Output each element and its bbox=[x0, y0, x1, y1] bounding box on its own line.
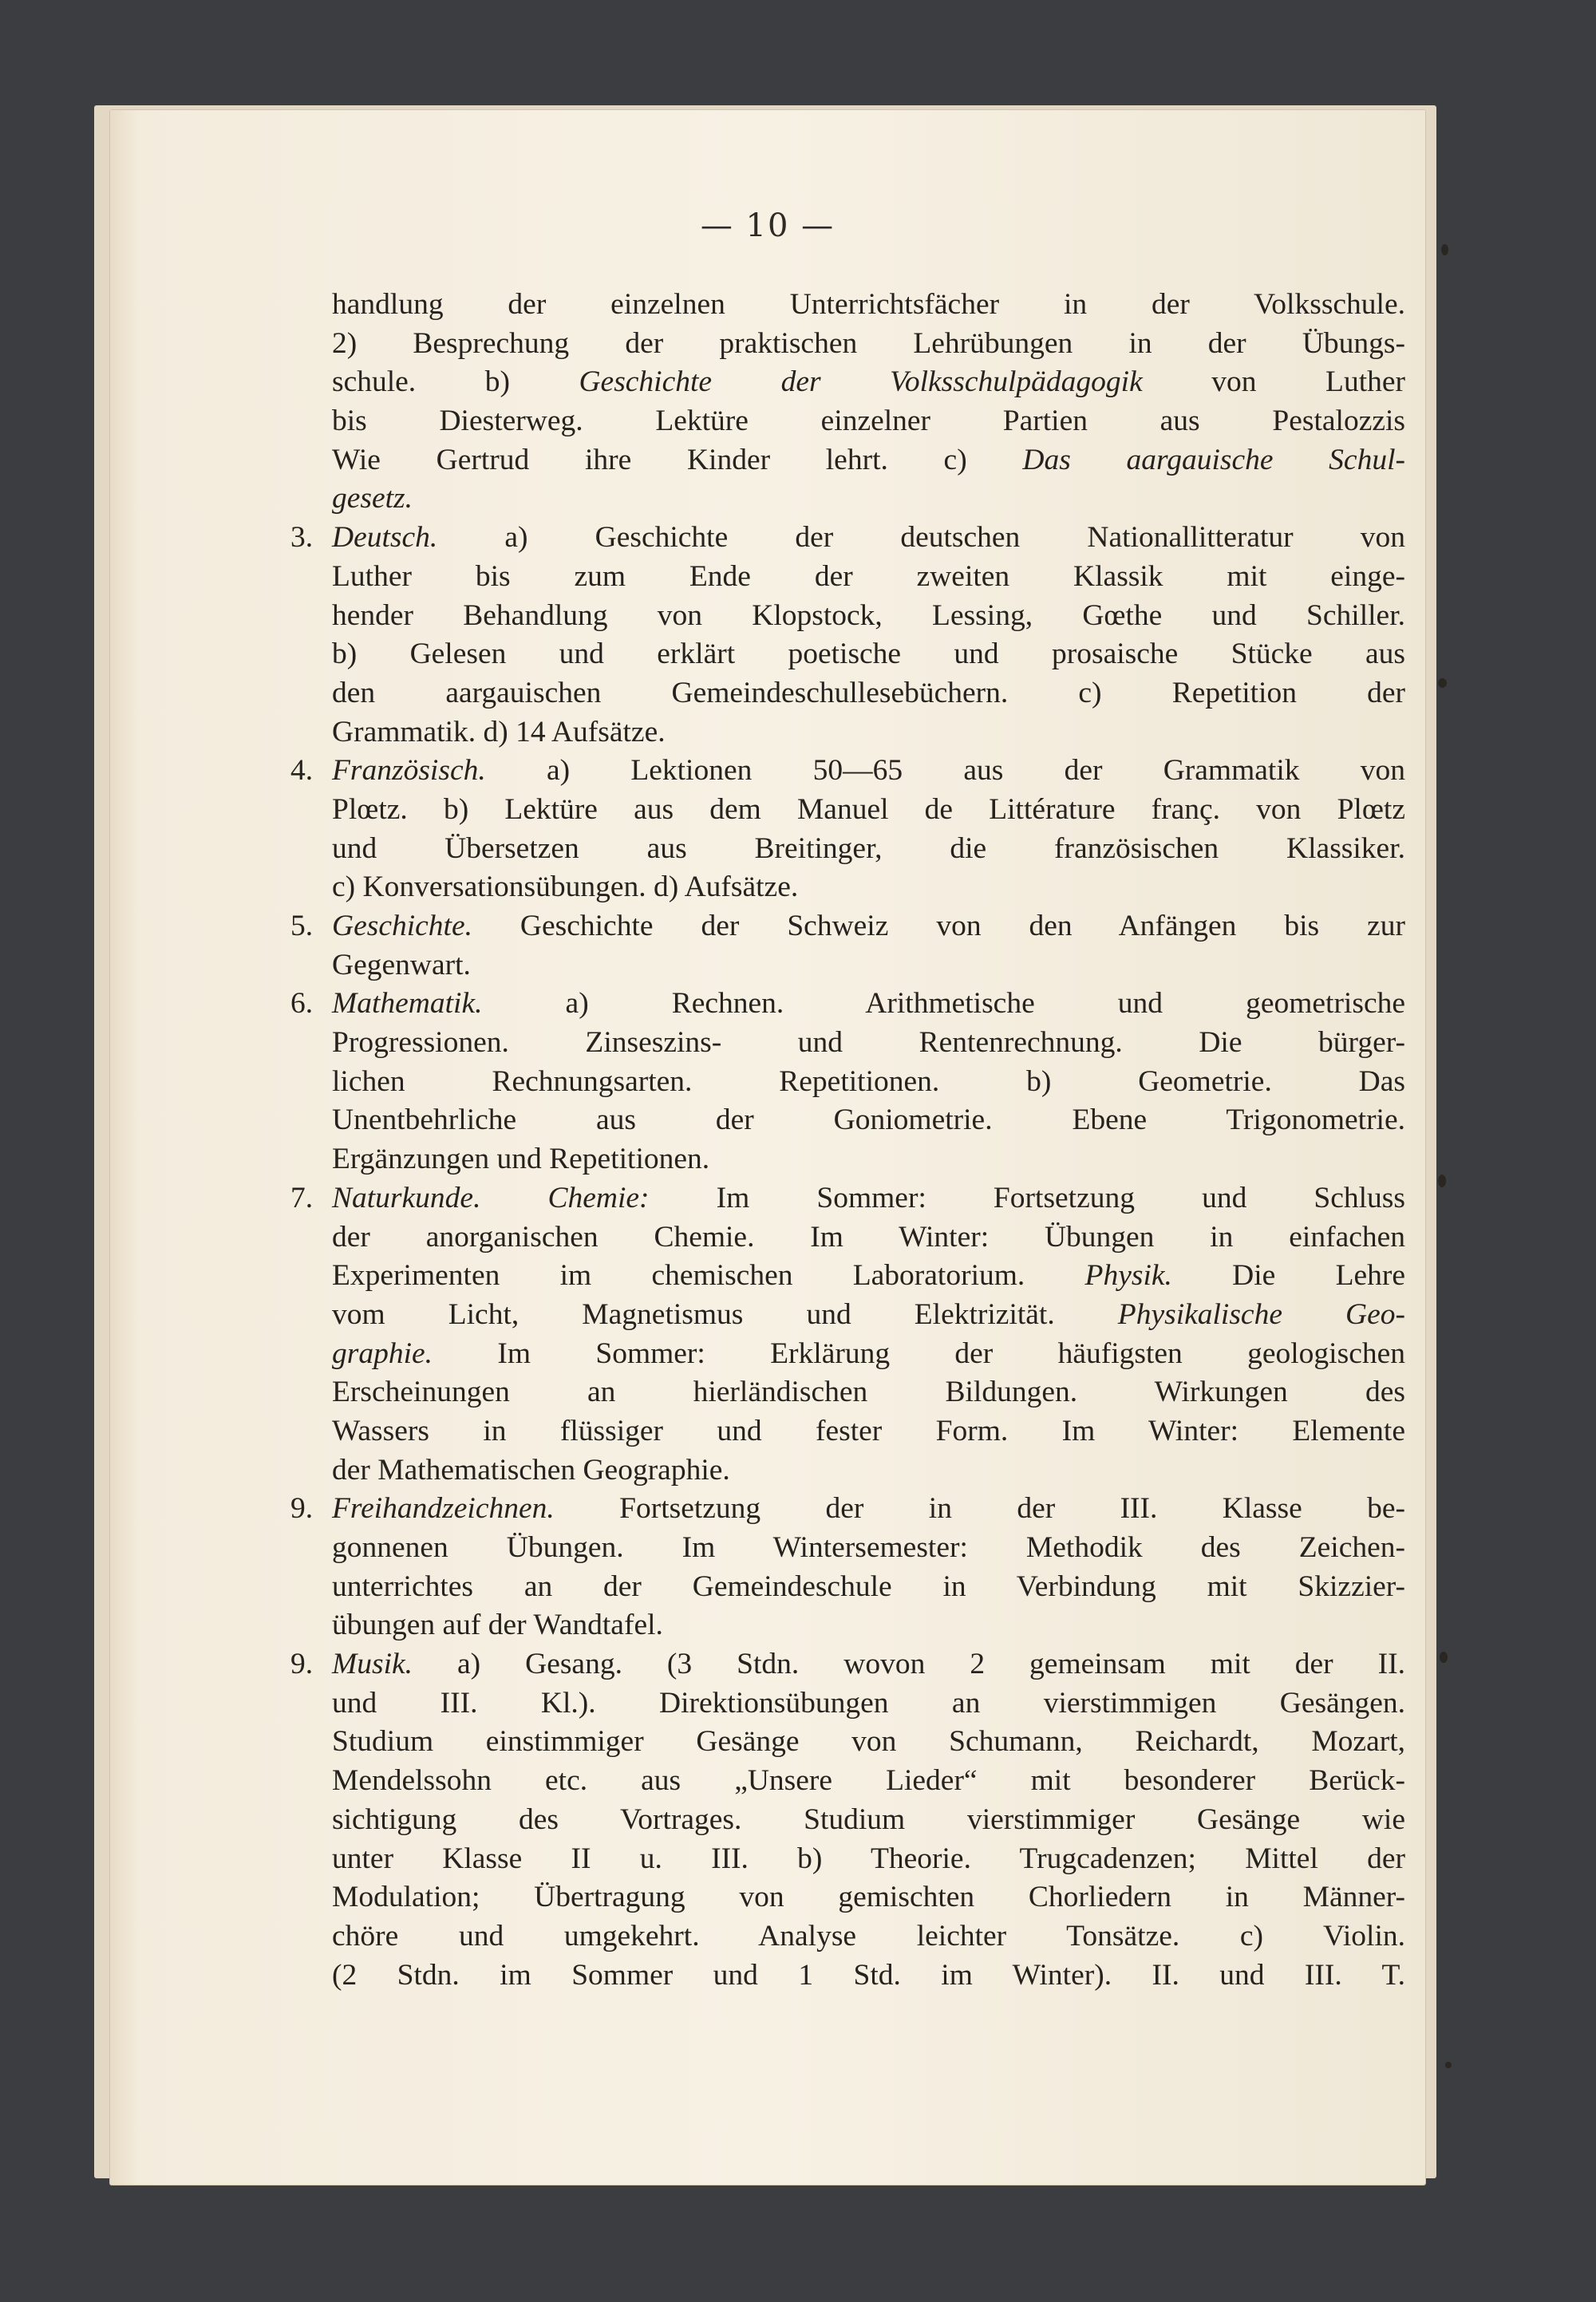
item-number: 5. bbox=[290, 910, 314, 942]
text-line bbox=[332, 597, 1405, 636]
text-line bbox=[332, 1257, 1405, 1296]
line-text: 2) Besprechung der praktischen Lehrübungen in der Übungs- bbox=[332, 326, 1405, 360]
text-line bbox=[332, 480, 1405, 519]
line-text: (2 Stdn. im Sommer und 1 Std. im Winter). II. und III. T. bbox=[332, 1958, 1405, 1992]
line-text: c) Konversationsübungen. d) Aufsätze. bbox=[332, 871, 799, 904]
line-italic-text: Musik. bbox=[332, 1648, 413, 1681]
line-text: Wassers in flüssiger und fester Form. Im Winter: Elemente bbox=[332, 1414, 1405, 1447]
line-text: Gegenwart. bbox=[332, 948, 471, 981]
item-number: 7. bbox=[290, 1181, 314, 1214]
text-line bbox=[290, 1490, 1405, 1529]
line-text-rest: a) Geschichte der deutschen Nationallitteratur von bbox=[437, 521, 1405, 555]
text-line bbox=[332, 946, 1405, 985]
text-line bbox=[290, 752, 1405, 791]
line-text: Erscheinungen an hierländischen Bildungen. Wirkungen des bbox=[332, 1376, 1405, 1409]
text-line bbox=[332, 1568, 1405, 1607]
text-line bbox=[332, 674, 1405, 713]
line-text-rest: a) Rechnen. Arithmetische und geometrische bbox=[482, 987, 1405, 1021]
line-text: unter Klasse II u. III. b) Theorie. Trugcadenzen; Mittel der bbox=[332, 1842, 1405, 1875]
page-speck bbox=[1441, 244, 1448, 255]
line-italic-text: Geschichte. bbox=[332, 910, 472, 942]
line-text: lichen Rechnungsarten. Repetitionen. b) Geometrie. Das bbox=[332, 1064, 1405, 1098]
line-text: übungen auf der Wandtafel. bbox=[332, 1609, 663, 1642]
line-text: hender Behandlung von Klopstock, Lessing, Gœthe und Schiller. bbox=[332, 598, 1405, 632]
book-page bbox=[110, 110, 1425, 2185]
text-line bbox=[332, 325, 1405, 364]
text-line bbox=[332, 441, 1405, 480]
line-text: Plœtz. b) Lektüre aus dem Manuel de Littérature franç. von Plœtz bbox=[332, 792, 1405, 826]
text-line bbox=[332, 1218, 1405, 1258]
text-line bbox=[332, 1140, 1405, 1179]
line-text: bis Diesterweg. Lektüre einzelner Partien aus Pestalozzis bbox=[332, 405, 1405, 438]
line-text: und Übersetzen aus Breitinger, die französischen Klassiker. bbox=[332, 831, 1405, 865]
text-line bbox=[332, 402, 1405, 441]
text-line bbox=[332, 1335, 1405, 1374]
page-speck bbox=[1445, 2062, 1452, 2068]
line-text: Studium einstimmiger Gesänge von Schumann, Reichardt, Mozart, bbox=[332, 1725, 1405, 1759]
text-line bbox=[332, 558, 1405, 597]
item-number: 3. bbox=[290, 521, 314, 555]
line-italic-text: Physikalische Geo- bbox=[1117, 1297, 1405, 1331]
text-line bbox=[332, 1101, 1405, 1140]
text-line bbox=[332, 1840, 1405, 1879]
item-number: 9. bbox=[290, 1648, 314, 1681]
text-line bbox=[332, 1878, 1405, 1917]
text-line bbox=[332, 1957, 1405, 1996]
page-number: — 10 — bbox=[700, 207, 836, 244]
line-text: handlung der einzelnen Unterrichtsfächer in der Volksschule. bbox=[332, 288, 1405, 321]
text-line bbox=[290, 907, 1405, 946]
line-italic-text: graphie. bbox=[332, 1337, 433, 1370]
line-text: Progressionen. Zinseszins- und Rentenrechnung. Die bürger- bbox=[332, 1026, 1405, 1060]
text-line bbox=[332, 868, 1405, 907]
text-line bbox=[332, 1606, 1405, 1645]
page-speck bbox=[1438, 1175, 1446, 1187]
line-text: Luther bis zum Ende der zweiten Klassik mit einge- bbox=[332, 559, 1405, 593]
line-text: und III. Kl.). Direktionsübungen an vierstimmigen Gesängen. bbox=[332, 1686, 1405, 1720]
text-line bbox=[290, 1179, 1405, 1218]
line-text: der anorganischen Chemie. Im Winter: Übungen in einfachen bbox=[332, 1220, 1405, 1254]
line-text: unterrichtes an der Gemeindeschule in Verbindung mit Skizzier- bbox=[332, 1570, 1405, 1603]
line-text: gonnenen Übungen. Im Wintersemester: Methodik des Zeichen- bbox=[332, 1531, 1405, 1564]
text-line bbox=[290, 985, 1405, 1024]
line-text: Experimenten im chemischen Laboratorium. bbox=[332, 1259, 1085, 1293]
line-text: den aargauischen Gemeindeschullesebüchern. c) Repetition der bbox=[332, 676, 1405, 709]
item-number: 9. bbox=[290, 1492, 314, 1526]
text-line bbox=[332, 286, 1405, 325]
text-line bbox=[290, 1645, 1405, 1684]
line-italic-text: Geschichte der Volksschulpädagogik bbox=[579, 365, 1143, 399]
line-italic-text: Naturkunde. Chemie: bbox=[332, 1181, 650, 1214]
line-italic-text: Freihandzeichnen. bbox=[332, 1492, 555, 1526]
line-italic-text: Mathematik. bbox=[332, 987, 483, 1021]
line-text: Wie Gertrud ihre Kinder lehrt. c) bbox=[332, 443, 1023, 476]
line-text: chöre und umgekehrt. Analyse leichter Tonsätze. c) Violin. bbox=[332, 1919, 1405, 1953]
text-line bbox=[332, 1451, 1405, 1491]
line-text: der Mathematischen Geographie. bbox=[332, 1453, 730, 1487]
line-text-rest: a) Gesang. (3 Stdn. wovon 2 gemeinsam mit der II. bbox=[413, 1648, 1405, 1681]
line-italic-text: Physik. bbox=[1084, 1259, 1172, 1293]
line-text-rest: a) Lektionen 50—65 aus der Grammatik von bbox=[485, 754, 1405, 788]
text-line bbox=[332, 1296, 1405, 1335]
text-line bbox=[332, 363, 1405, 402]
line-text-rest: Im Sommer: Fortsetzung und Schluss bbox=[649, 1181, 1405, 1214]
line-italic-text: Französisch. bbox=[332, 754, 486, 788]
line-text: Grammatik. d) 14 Aufsätze. bbox=[332, 715, 666, 748]
line-text-rest: Die Lehre bbox=[1171, 1259, 1405, 1293]
text-line bbox=[332, 830, 1405, 869]
line-text-rest: von Luther bbox=[1142, 365, 1405, 399]
line-text: Mendelssohn etc. aus „Unsere Lieder“ mit besonderer Berück- bbox=[332, 1764, 1405, 1798]
text-line bbox=[332, 635, 1405, 674]
text-line bbox=[332, 1762, 1405, 1801]
text-line bbox=[332, 1063, 1405, 1102]
page-speck bbox=[1440, 1652, 1448, 1663]
text-line bbox=[332, 1024, 1405, 1063]
item-number: 6. bbox=[290, 987, 314, 1021]
line-text: Modulation; Übertragung von gemischten Chorliedern in Männer- bbox=[332, 1881, 1405, 1914]
line-italic-text: Deutsch. bbox=[332, 521, 438, 555]
line-text-rest: Fortsetzung der in der III. Klasse be- bbox=[554, 1492, 1405, 1526]
line-text: Ergänzungen und Repetitionen. bbox=[332, 1143, 710, 1176]
body-text bbox=[290, 286, 1405, 1995]
text-line bbox=[290, 519, 1405, 558]
line-text: Unentbehrliche aus der Goniometrie. Ebene Trigonometrie. bbox=[332, 1104, 1405, 1137]
text-line bbox=[332, 1529, 1405, 1568]
text-line bbox=[332, 1373, 1405, 1412]
line-text-rest: Im Sommer: Erklärung der häufigsten geologischen bbox=[433, 1337, 1405, 1370]
item-number: 4. bbox=[290, 754, 314, 788]
text-line bbox=[332, 1412, 1405, 1451]
line-text: b) Gelesen und erklärt poetische und prosaische Stücke aus bbox=[332, 638, 1405, 671]
line-text: vom Licht, Magnetismus und Elektrizität. bbox=[332, 1297, 1118, 1331]
text-line bbox=[332, 791, 1405, 830]
text-line bbox=[332, 1723, 1405, 1762]
line-italic-text: gesetz. bbox=[332, 482, 413, 515]
page-speck bbox=[1438, 678, 1447, 688]
text-line bbox=[332, 1917, 1405, 1957]
text-line bbox=[332, 1801, 1405, 1840]
line-text: schule. b) bbox=[332, 365, 579, 399]
line-text-rest: Geschichte der Schweiz von den Anfängen bis zur bbox=[472, 910, 1405, 942]
line-italic-text: Das aargauische Schul- bbox=[1022, 443, 1405, 476]
text-line bbox=[332, 1684, 1405, 1724]
line-text: sichtigung des Vortrages. Studium vierstimmiger Gesänge wie bbox=[332, 1803, 1405, 1836]
text-line bbox=[332, 713, 1405, 752]
